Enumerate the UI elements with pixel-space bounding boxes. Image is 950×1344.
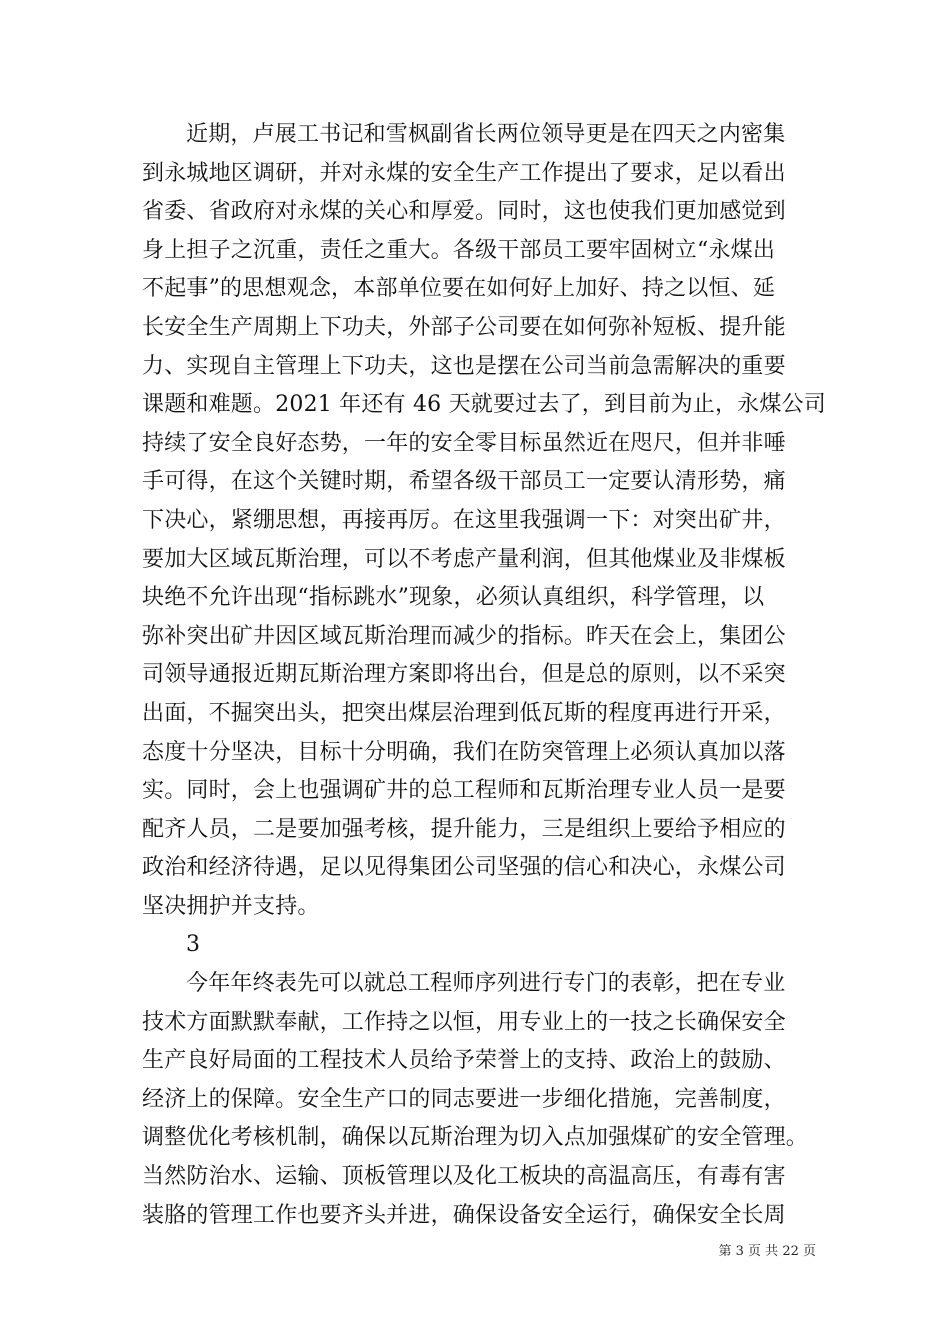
text-line: 调整优化考核机制，确保以瓦斯治理为切入点加强煤矿的安全管理。 — [142, 1125, 809, 1151]
text-line: 实。同时，会上也强调矿井的总工程师和瓦斯治理专业人员一是要 — [142, 778, 786, 804]
text-line: 课题和难题。2021 年还有 46 天就要过去了，到目前为止，永煤公司 — [142, 392, 826, 418]
text-line: 力、实现自主管理上下功夫，这也是摆在公司当前急需解决的重要 — [142, 353, 786, 379]
text-line: 技术方面默默奉献，工作持之以恒，用专业上的一技之长确保安全 — [142, 1009, 786, 1035]
text-line: 弥补突出矿井因区域瓦斯治理而减少的指标。昨天在会上，集团公 — [142, 623, 786, 649]
text-line: 省委、省政府对永煤的关心和厚爱。同时，这也使我们更加感觉到 — [142, 199, 786, 225]
text-line: 司领导通报近期瓦斯治理方案即将出台，但是总的原则，以不采突 — [142, 662, 786, 688]
text-line: 下决心，紧绷思想，再接再厉。在这里我强调一下：对突出矿井， — [142, 507, 786, 533]
text-line: 装胳的管理工作也要齐头并进，确保设备安全运行，确保安全长周 — [142, 1202, 786, 1228]
text-line: 政治和经济待遇，足以见得集团公司坚强的信心和决心，永煤公司 — [142, 855, 786, 881]
document-body — [142, 116, 826, 1235]
text-line: 当然防治水、运输、顶板管理以及化工板块的高温高压，有毒有害 — [142, 1164, 786, 1190]
text-line: 3 — [186, 932, 201, 958]
text-line: 要加大区域瓦斯治理，可以不考虑产量利润，但其他煤业及非煤板 — [142, 546, 786, 572]
text-line: 今年年终表先可以就总工程师序列进行专门的表彰，把在专业 — [186, 971, 786, 997]
text-line: 态度十分坚决，目标十分明确，我们在防突管理上必须认真加以落 — [142, 739, 786, 765]
text-line: 持续了安全良好态势，一年的安全零目标虽然近在咫尺，但并非唾 — [142, 430, 786, 456]
text-line: 身上担子之沉重，责任之重大。各级干部员工要牢固树立“永煤出 — [142, 237, 776, 263]
text-line: 坚决拥护并支持。 — [142, 893, 320, 919]
text-line: 经济上的保障。安全生产口的同志要进一步细化措施，完善制度， — [142, 1086, 786, 1112]
text-line: 生产良好局面的工程技术人员给予荣誉上的支持、政治上的鼓励、 — [142, 1048, 786, 1074]
text-line: 手可得，在这个关键时期，希望各级干部员工一定要认清形势，痛 — [142, 469, 786, 495]
text-line: 不起事”的思想观念，本部单位要在如何好上加好、持之以恒、延 — [142, 276, 776, 302]
text-line: 出面，不掘突出头，把突出煤层治理到低瓦斯的程度再进行开采， — [142, 700, 786, 726]
text-line: 长安全生产周期上下功夫，外部子公司要在如何弥补短板、提升能 — [142, 314, 786, 340]
text-line: 块绝不允许出现“指标跳水”现象，必须认真组织，科学管理，以 — [142, 585, 765, 611]
text-line: 配齐人员，二是要加强考核，提升能力，三是组织上要给予相应的 — [142, 816, 786, 842]
text-line: 到永城地区调研，并对永煤的安全生产工作提出了要求，足以看出 — [142, 160, 786, 186]
page-number-footer: 第 3 页 共 22 页 — [718, 1244, 816, 1259]
text-line: 近期，卢展工书记和雪枫副省长两位领导更是在四天之内密集 — [186, 122, 786, 147]
